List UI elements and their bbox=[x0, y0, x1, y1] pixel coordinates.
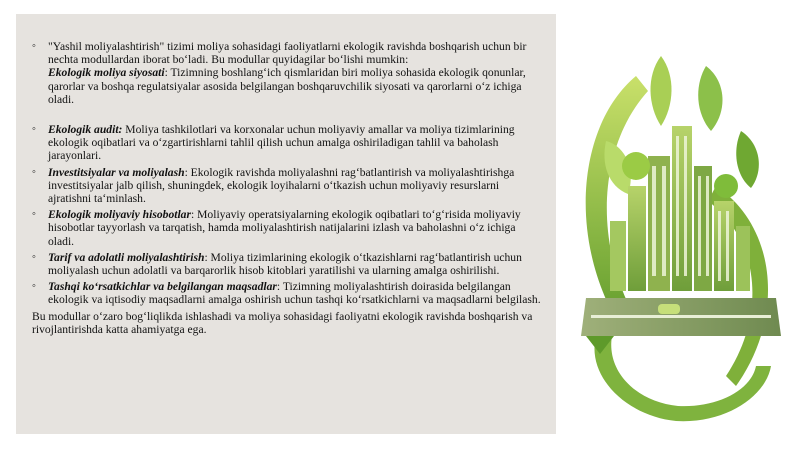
item-title: Tarif va adolatli moliyalashtirish bbox=[48, 250, 205, 264]
closing-text: Bu modullar o‘zaro bog‘liqlikda ishlashadi va moliya sohasidagi faoliyatni ekologik ravishda boshqarish va rivojlantirishda katta ahamiyatga ega. bbox=[32, 309, 533, 336]
slide-content bbox=[32, 40, 542, 336]
item-text: Moliya tashkilotlari va korxonalar uchun moliyaviy amallar va moliya tizimlarining ekologik oqibatlari va o‘zgartirishlarni tahlil qilish uchun amalga oshiriladigan tahlil va baholash jarayonlari. bbox=[48, 123, 515, 163]
building-shape bbox=[610, 221, 626, 291]
item-title: Investitsiyalar va moliyalash bbox=[48, 165, 185, 179]
item-title: Tashqi ko‘rsatkichlar va belgilangan maqsadlar bbox=[48, 280, 277, 294]
bullet-icon: ◦ bbox=[32, 280, 36, 293]
spacer bbox=[32, 109, 542, 123]
bullet-icon: ◦ bbox=[32, 123, 36, 136]
building-shape bbox=[736, 226, 750, 291]
leaf-shape bbox=[698, 66, 722, 131]
item-text: : Moliyaviy operatsiyalarning ekologik oqibatlari to‘g‘risida moliyaviy hisobotlar tayyorlash va tarqatish, hamda moliyalashtirish natijalarini izlash va baholashni o‘z ichiga oladi. bbox=[48, 208, 521, 248]
building-shape bbox=[672, 126, 692, 291]
building-shape bbox=[714, 201, 734, 291]
bullet-icon: ◦ bbox=[32, 250, 36, 263]
leaf-shape bbox=[650, 56, 671, 126]
bullet-icon: ◦ bbox=[32, 165, 36, 178]
green-city-illustration bbox=[566, 36, 790, 436]
list-item bbox=[32, 123, 542, 163]
building-shape bbox=[694, 166, 712, 291]
sub-title: Ekologik moliya siyosati bbox=[48, 66, 165, 80]
list-item bbox=[32, 166, 542, 206]
item-title: Ekologik audit: bbox=[48, 123, 123, 137]
item-text: : Tizimning moliyalashtirish doirasida belgilangan ekologik va iqtisodiy maqsadlarni amalga oshirish uchun tashqi ko‘rsatkichlarni va maqsadlarni belgilash. bbox=[48, 280, 541, 307]
item-text: : Ekologik ravishda moliyalashni rag‘batlantirish va moliyalashtirishga investitsiyalar jalb qilish, shuningdek, ekologik loyihalarni o‘tkazish uchun moliyaviy resurslarni ajratishni ta‘minlash. bbox=[48, 165, 515, 206]
building-shape bbox=[628, 186, 646, 291]
bullet-icon: ◦ bbox=[32, 40, 36, 52]
item-title: Ekologik moliyaviy hisobotlar bbox=[48, 208, 191, 222]
item-text: : Moliya tizimlarining ekologik o‘tkazishlarni rag‘batlantirish uchun moliyalash uchun adolatli va barqarorlik hisob kitoblari yaratilishi va ularning amalga oshirilishi. bbox=[48, 250, 522, 278]
intro-text: "Yashil moliyalashtirish" tizimi moliya sohasidagi faoliyatlarni ekologik ravishda boshqarish uchun bir nechta modullardan iborat bo‘ladi. Bu modullar quyidagilar bo‘lishi mumkin: bbox=[48, 40, 527, 67]
car-shape bbox=[658, 304, 680, 314]
building-shape bbox=[648, 156, 670, 291]
tree-shape bbox=[714, 174, 738, 198]
sub-text: : Tizimning boshlang‘ich qismlaridan biri moliya sohasida ekologik qonunlar, qarorlar va boshqa regulatsiyalar asosida belgilangan boshqaruvchilik siyosati va qarorlarni o‘z ichiga oladi. bbox=[48, 66, 526, 106]
list-item bbox=[32, 208, 542, 248]
list-item bbox=[32, 280, 542, 306]
bullet-icon: ◦ bbox=[32, 208, 36, 221]
list-item bbox=[32, 251, 542, 277]
intro-item bbox=[32, 40, 542, 106]
tree-shape bbox=[622, 152, 650, 180]
leaf-shape bbox=[736, 131, 759, 188]
